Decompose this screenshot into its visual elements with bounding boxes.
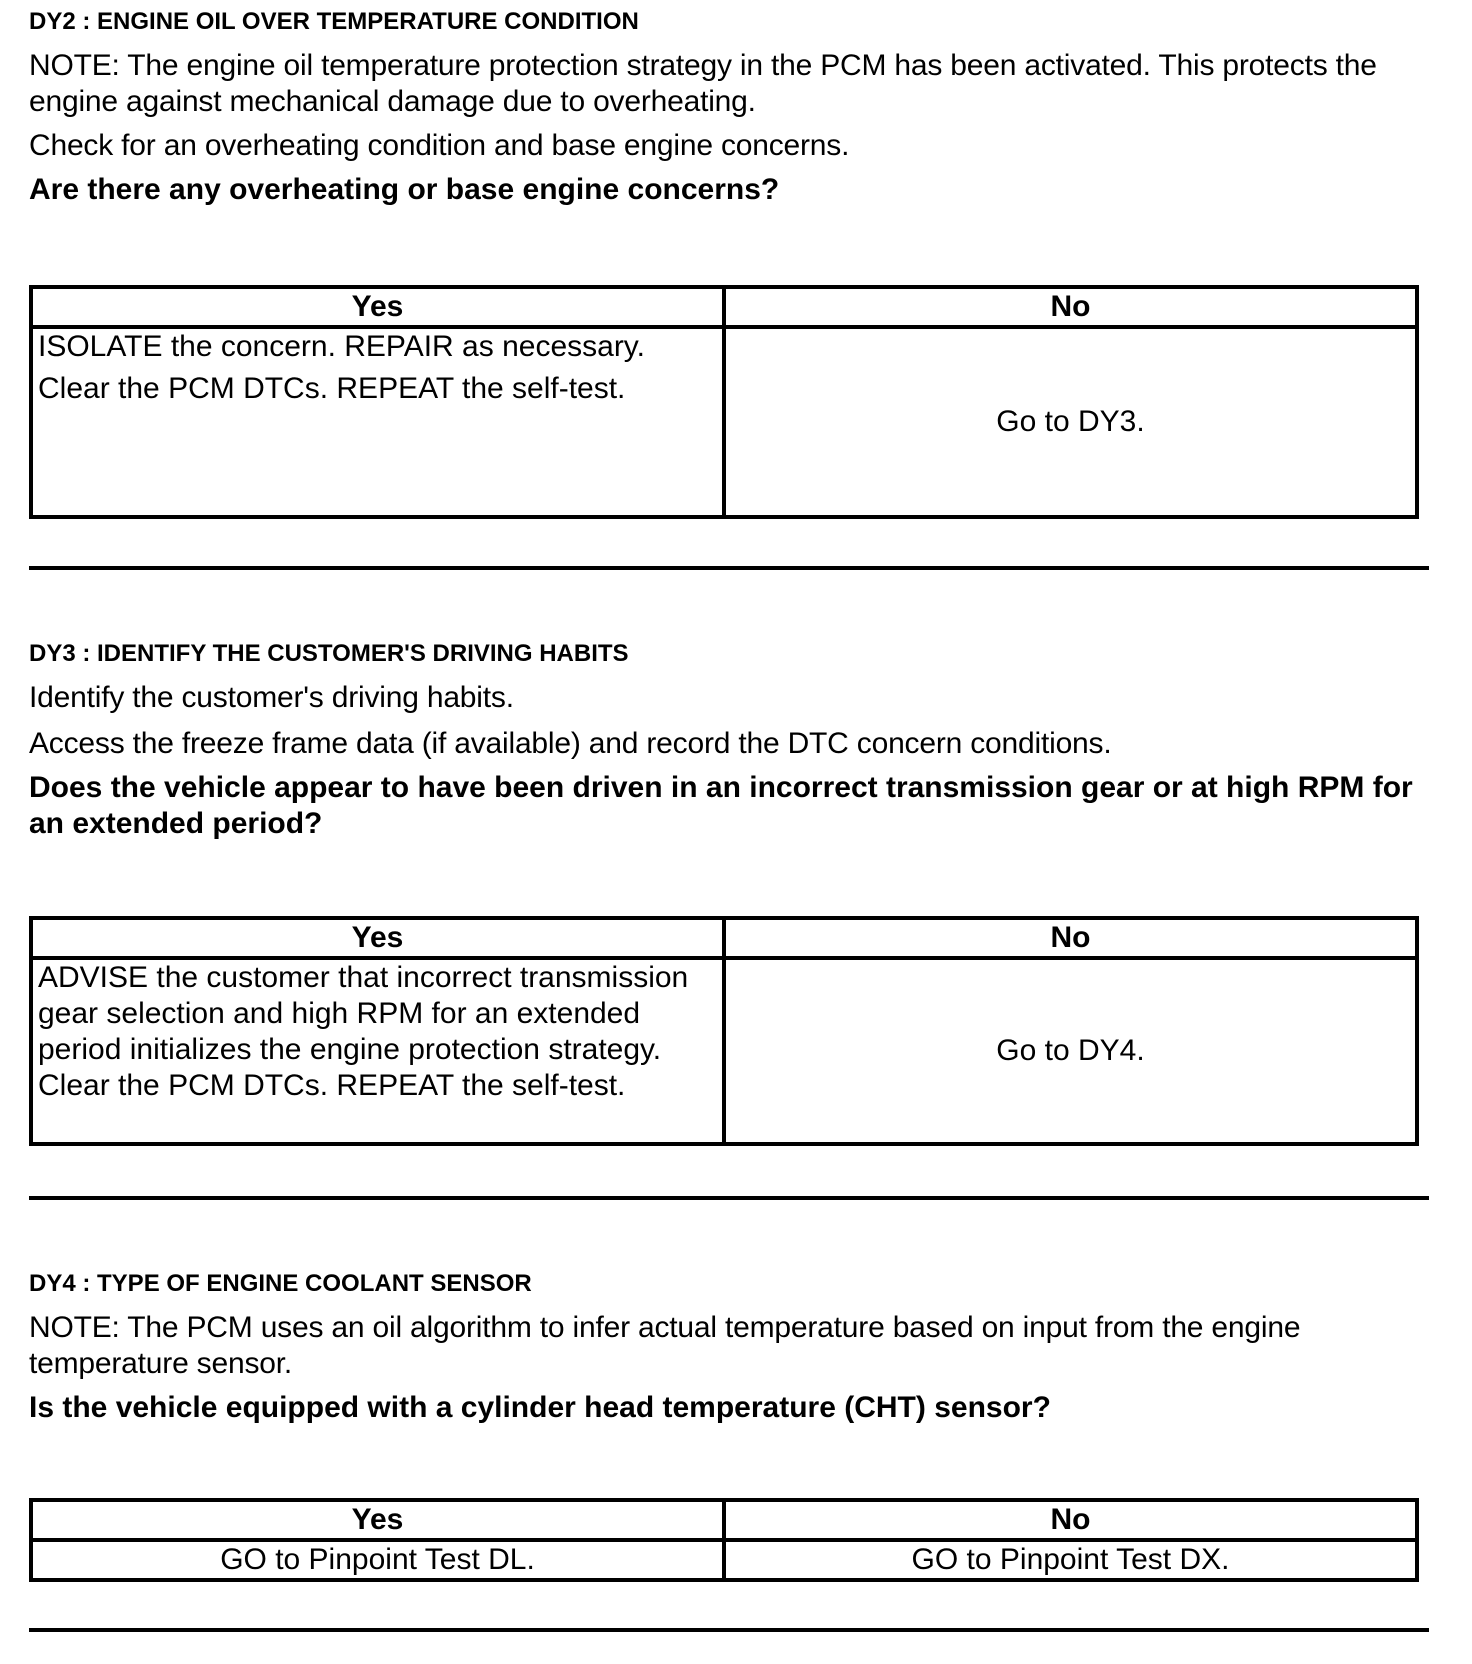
step-heading: DY4 : TYPE OF ENGINE COOLANT SENSOR (29, 1270, 532, 1297)
yes-action-cell (31, 958, 724, 1144)
step-dy2 (29, 8, 1429, 208)
step-question: Does the vehicle appear to have been driven in an incorrect transmission gear or at high RPM for an extended period? (29, 771, 1413, 840)
step-question: Is the vehicle equipped with a cylinder head temperature (CHT) sensor? (29, 1391, 1051, 1424)
no-action-cell[interactable]: Go to DY3. (724, 327, 1417, 517)
answer-table (29, 1498, 1419, 1582)
instruction-paragraph: Access the freeze frame data (if available) and record the DTC concern conditions. (29, 727, 1112, 760)
yes-header: Yes (31, 287, 724, 327)
yes-action-cell (31, 327, 724, 517)
step-heading: DY2 : ENGINE OIL OVER TEMPERATURE CONDITION (29, 8, 639, 35)
no-header: No (724, 287, 1417, 327)
step-dy3 (29, 640, 1429, 842)
yes-header: Yes (31, 918, 724, 958)
section-divider (29, 1628, 1429, 1632)
instruction-paragraph: Check for an overheating condition and base engine concerns. (29, 129, 850, 162)
yes-action-line: ISOLATE the concern. REPAIR as necessary. (38, 330, 645, 363)
note-paragraph: NOTE: The engine oil temperature protection strategy in the PCM has been activated. This protects the engine against mechanical damage due to overheating. (29, 49, 1377, 118)
no-header: No (724, 918, 1417, 958)
step-heading: DY3 : IDENTIFY THE CUSTOMER'S DRIVING HABITS (29, 640, 629, 667)
no-action-cell[interactable]: Go to DY4. (724, 958, 1417, 1144)
no-header: No (724, 1500, 1417, 1540)
instruction-paragraph: Identify the customer's driving habits. (29, 681, 514, 714)
yes-action-line: Clear the PCM DTCs. REPEAT the self-test. (38, 372, 626, 405)
answer-table (29, 916, 1419, 1146)
section-divider (29, 1196, 1429, 1200)
step-dy4 (29, 1270, 1429, 1426)
answer-table (29, 285, 1419, 519)
step-question: Are there any overheating or base engine concerns? (29, 173, 780, 206)
yes-action-line: ADVISE the customer that incorrect transmission gear selection and high RPM for an extended period initializes the engine protection strategy. (38, 961, 689, 1066)
no-action-cell[interactable]: GO to Pinpoint Test DX. (724, 1540, 1417, 1580)
yes-header: Yes (31, 1500, 724, 1540)
yes-action-line: Clear the PCM DTCs. REPEAT the self-test. (38, 1069, 626, 1102)
note-paragraph: NOTE: The PCM uses an oil algorithm to infer actual temperature based on input from the engine temperature sensor. (29, 1311, 1301, 1380)
yes-action-cell[interactable]: GO to Pinpoint Test DL. (31, 1540, 724, 1580)
section-divider (29, 566, 1429, 570)
